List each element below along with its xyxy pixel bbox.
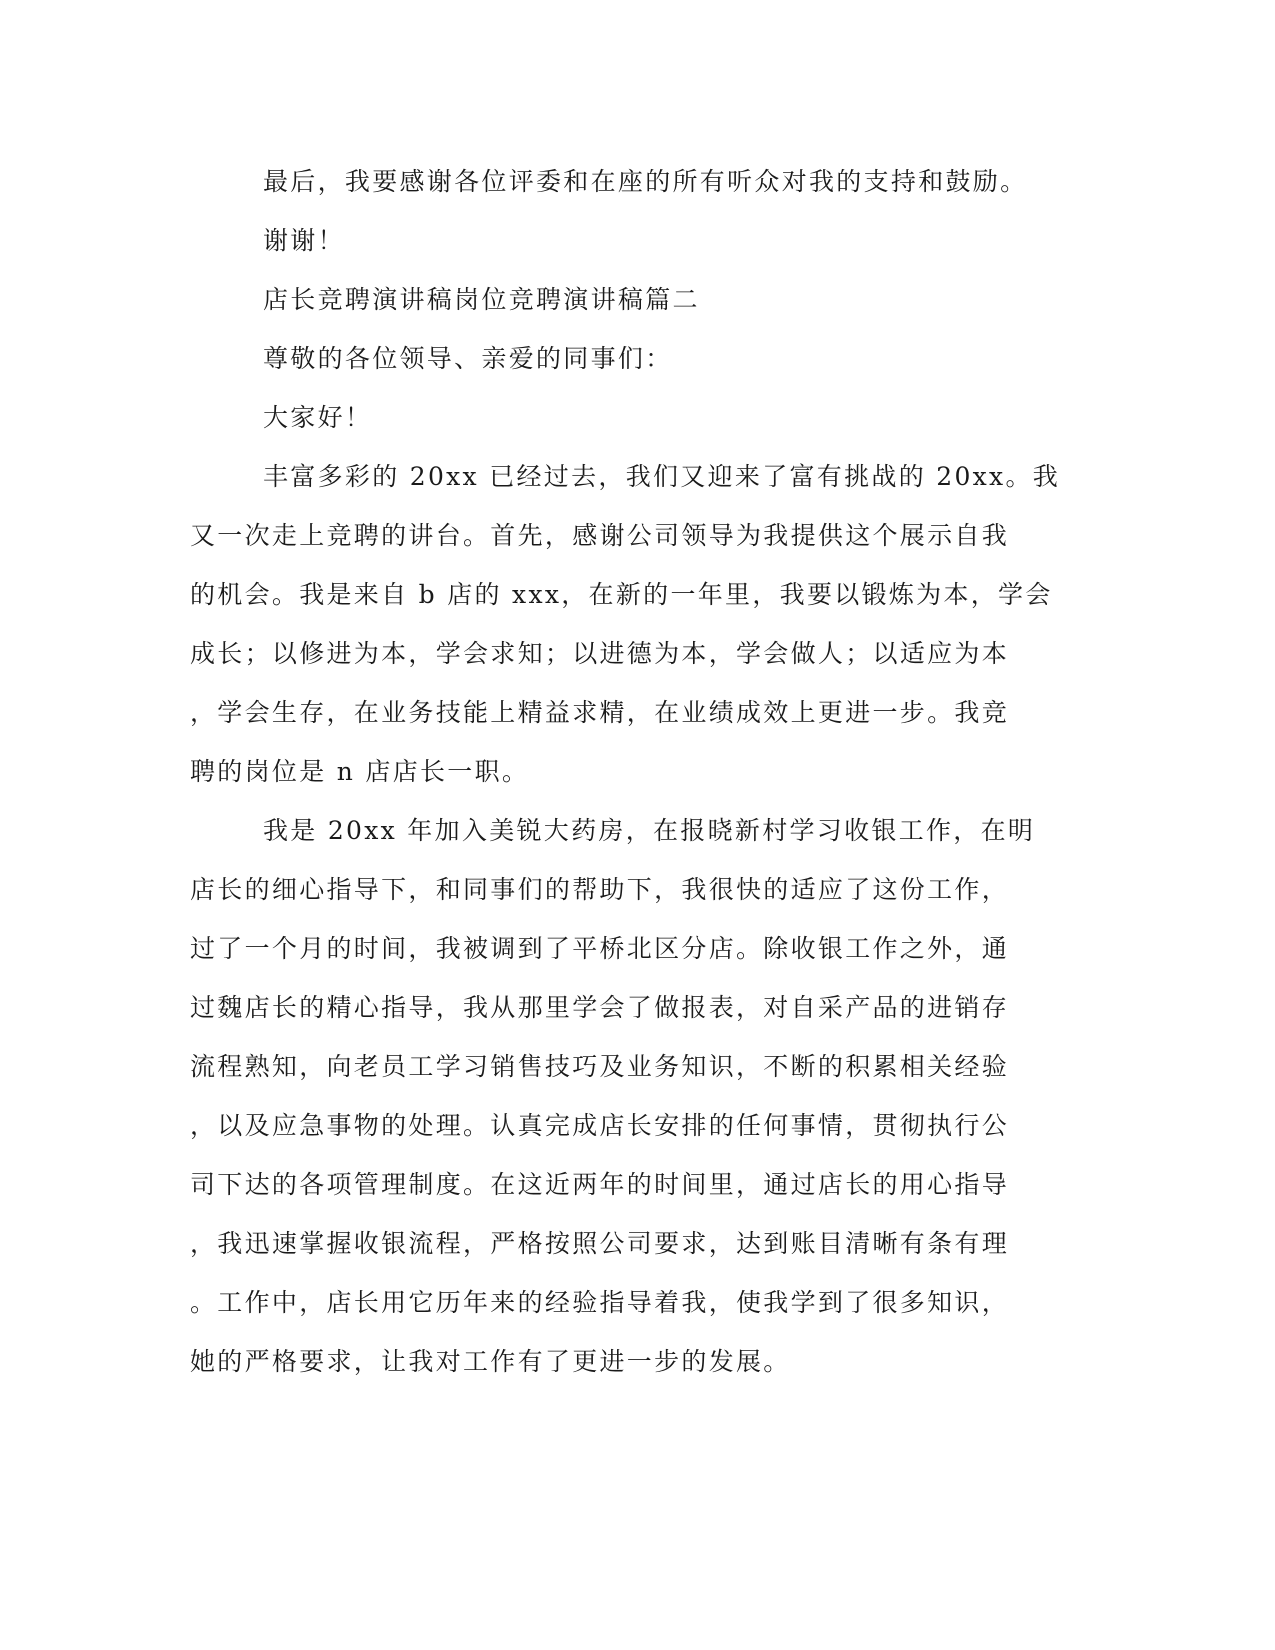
paragraph-line: 过魏店长的精心指导，我从那里学会了做报表，对自采产品的进销存: [190, 993, 1010, 1022]
paragraph-line: 成长；以修进为本，学会求知；以进德为本，学会做人；以适应为本: [190, 639, 1010, 668]
paragraph-line: 的机会。我是来自 b 店的 xxx，在新的一年里，我要以锻炼为本，学会: [190, 580, 1053, 609]
paragraph-line: 店长的细心指导下，和同事们的帮助下，我很快的适应了这份工作，: [190, 875, 1010, 904]
paragraph-line: 过了一个月的时间，我被调到了平桥北区分店。除收银工作之外，通: [190, 934, 1010, 963]
paragraph-line: 聘的岗位是 n 店店长一职。: [190, 757, 530, 786]
paragraph-line: 她的严格要求，让我对工作有了更进一步的发展。: [190, 1347, 791, 1376]
paragraph-line: 丰富多彩的 20xx 已经过去，我们又迎来了富有挑战的 20xx。我: [263, 462, 1061, 491]
salutation-line: 尊敬的各位领导、亲爱的同事们：: [263, 344, 673, 373]
paragraph-line: ，以及应急事物的处理。认真完成店长安排的任何事情，贯彻执行公: [190, 1111, 1010, 1140]
paragraph-line: 流程熟知，向老员工学习销售技巧及业务知识，不断的积累相关经验: [190, 1052, 1010, 1081]
section-heading: 店长竞聘演讲稿岗位竞聘演讲稿篇二: [263, 285, 700, 314]
paragraph-line: 又一次走上竞聘的讲台。首先，感谢公司领导为我提供这个展示自我: [190, 521, 1010, 550]
paragraph-line: ，学会生存，在业务技能上精益求精，在业绩成效上更进一步。我竞: [190, 698, 1010, 727]
paragraph-line: ，我迅速掌握收银流程，严格按照公司要求，达到账目清晰有条有理: [190, 1229, 1010, 1258]
greeting-line: 大家好！: [263, 403, 373, 432]
thank-you-line: 谢谢！: [263, 226, 345, 255]
paragraph-line: 我是 20xx 年加入美锐大药房，在报晓新村学习收银工作，在明: [263, 816, 1036, 845]
closing-thanks-line: 最后，我要感谢各位评委和在座的所有听众对我的支持和鼓励。: [263, 167, 1028, 196]
paragraph-line: 司下达的各项管理制度。在这近两年的时间里，通过店长的用心指导: [190, 1170, 1010, 1199]
paragraph-line: 。工作中，店长用它历年来的经验指导着我，使我学到了很多知识，: [190, 1288, 1010, 1317]
